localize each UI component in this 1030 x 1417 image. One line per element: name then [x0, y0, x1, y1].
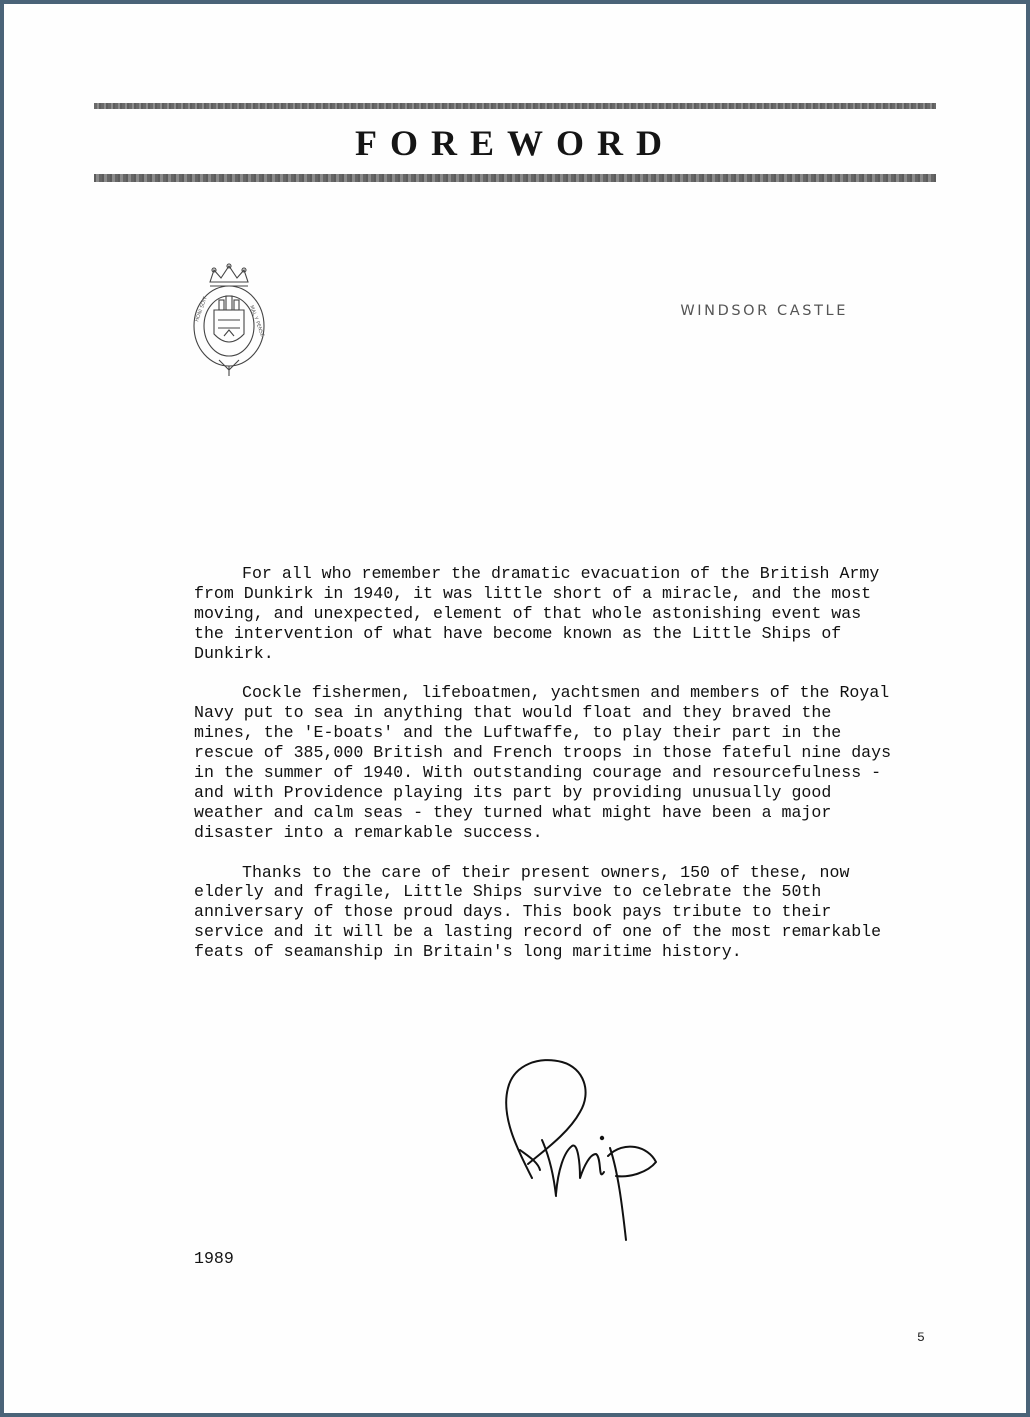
- svg-text:HONI SOIT: HONI SOIT: [194, 296, 209, 323]
- page-number: 5: [917, 1330, 925, 1345]
- paragraph: Cockle fishermen, lifeboatmen, yachtsmen and members of the Royal Navy put to sea in anything that would float and they braved the mines, the 'E-boats' and the Luftwaffe, to play their part in the rescue of 385,000 British and French troops in those fateful nine days in the summer of 1940. With outstanding courage and resourcefulness - and with Providence playing its part by providing unusually good weather and calm seas - they turned what might have been a major disaster into a remarkable success.: [194, 683, 892, 842]
- top-rule: [94, 103, 936, 109]
- date-year: 1989: [194, 1249, 234, 1268]
- svg-text:MAL Y PENSE: MAL Y PENSE: [248, 304, 266, 338]
- paragraph: For all who remember the dramatic evacuation of the British Army from Dunkirk in 1940, it was little short of a miracle, and the most moving, and unexpected, element of that whole astonishing event was the intervention of what have become known as the Little Ships of Dunkirk.: [194, 564, 880, 663]
- letterhead-address: WINDSOR CASTLE: [680, 303, 848, 319]
- royal-crest-icon: [188, 262, 270, 378]
- handwritten-signature: [498, 1054, 660, 1244]
- paragraph: Thanks to the care of their present owners, 150 of these, now elderly and fragile, Little Ships survive to celebrate the 50th anniversary of those proud days. This book pays tribute to their service and it will be a lasting record of one of the most remarkable feats of seamanship in Britain's long maritime history.: [194, 862, 882, 962]
- foreword-body: [194, 564, 894, 982]
- page-title: FOREWORD: [355, 123, 675, 163]
- bottom-rule: [94, 174, 936, 182]
